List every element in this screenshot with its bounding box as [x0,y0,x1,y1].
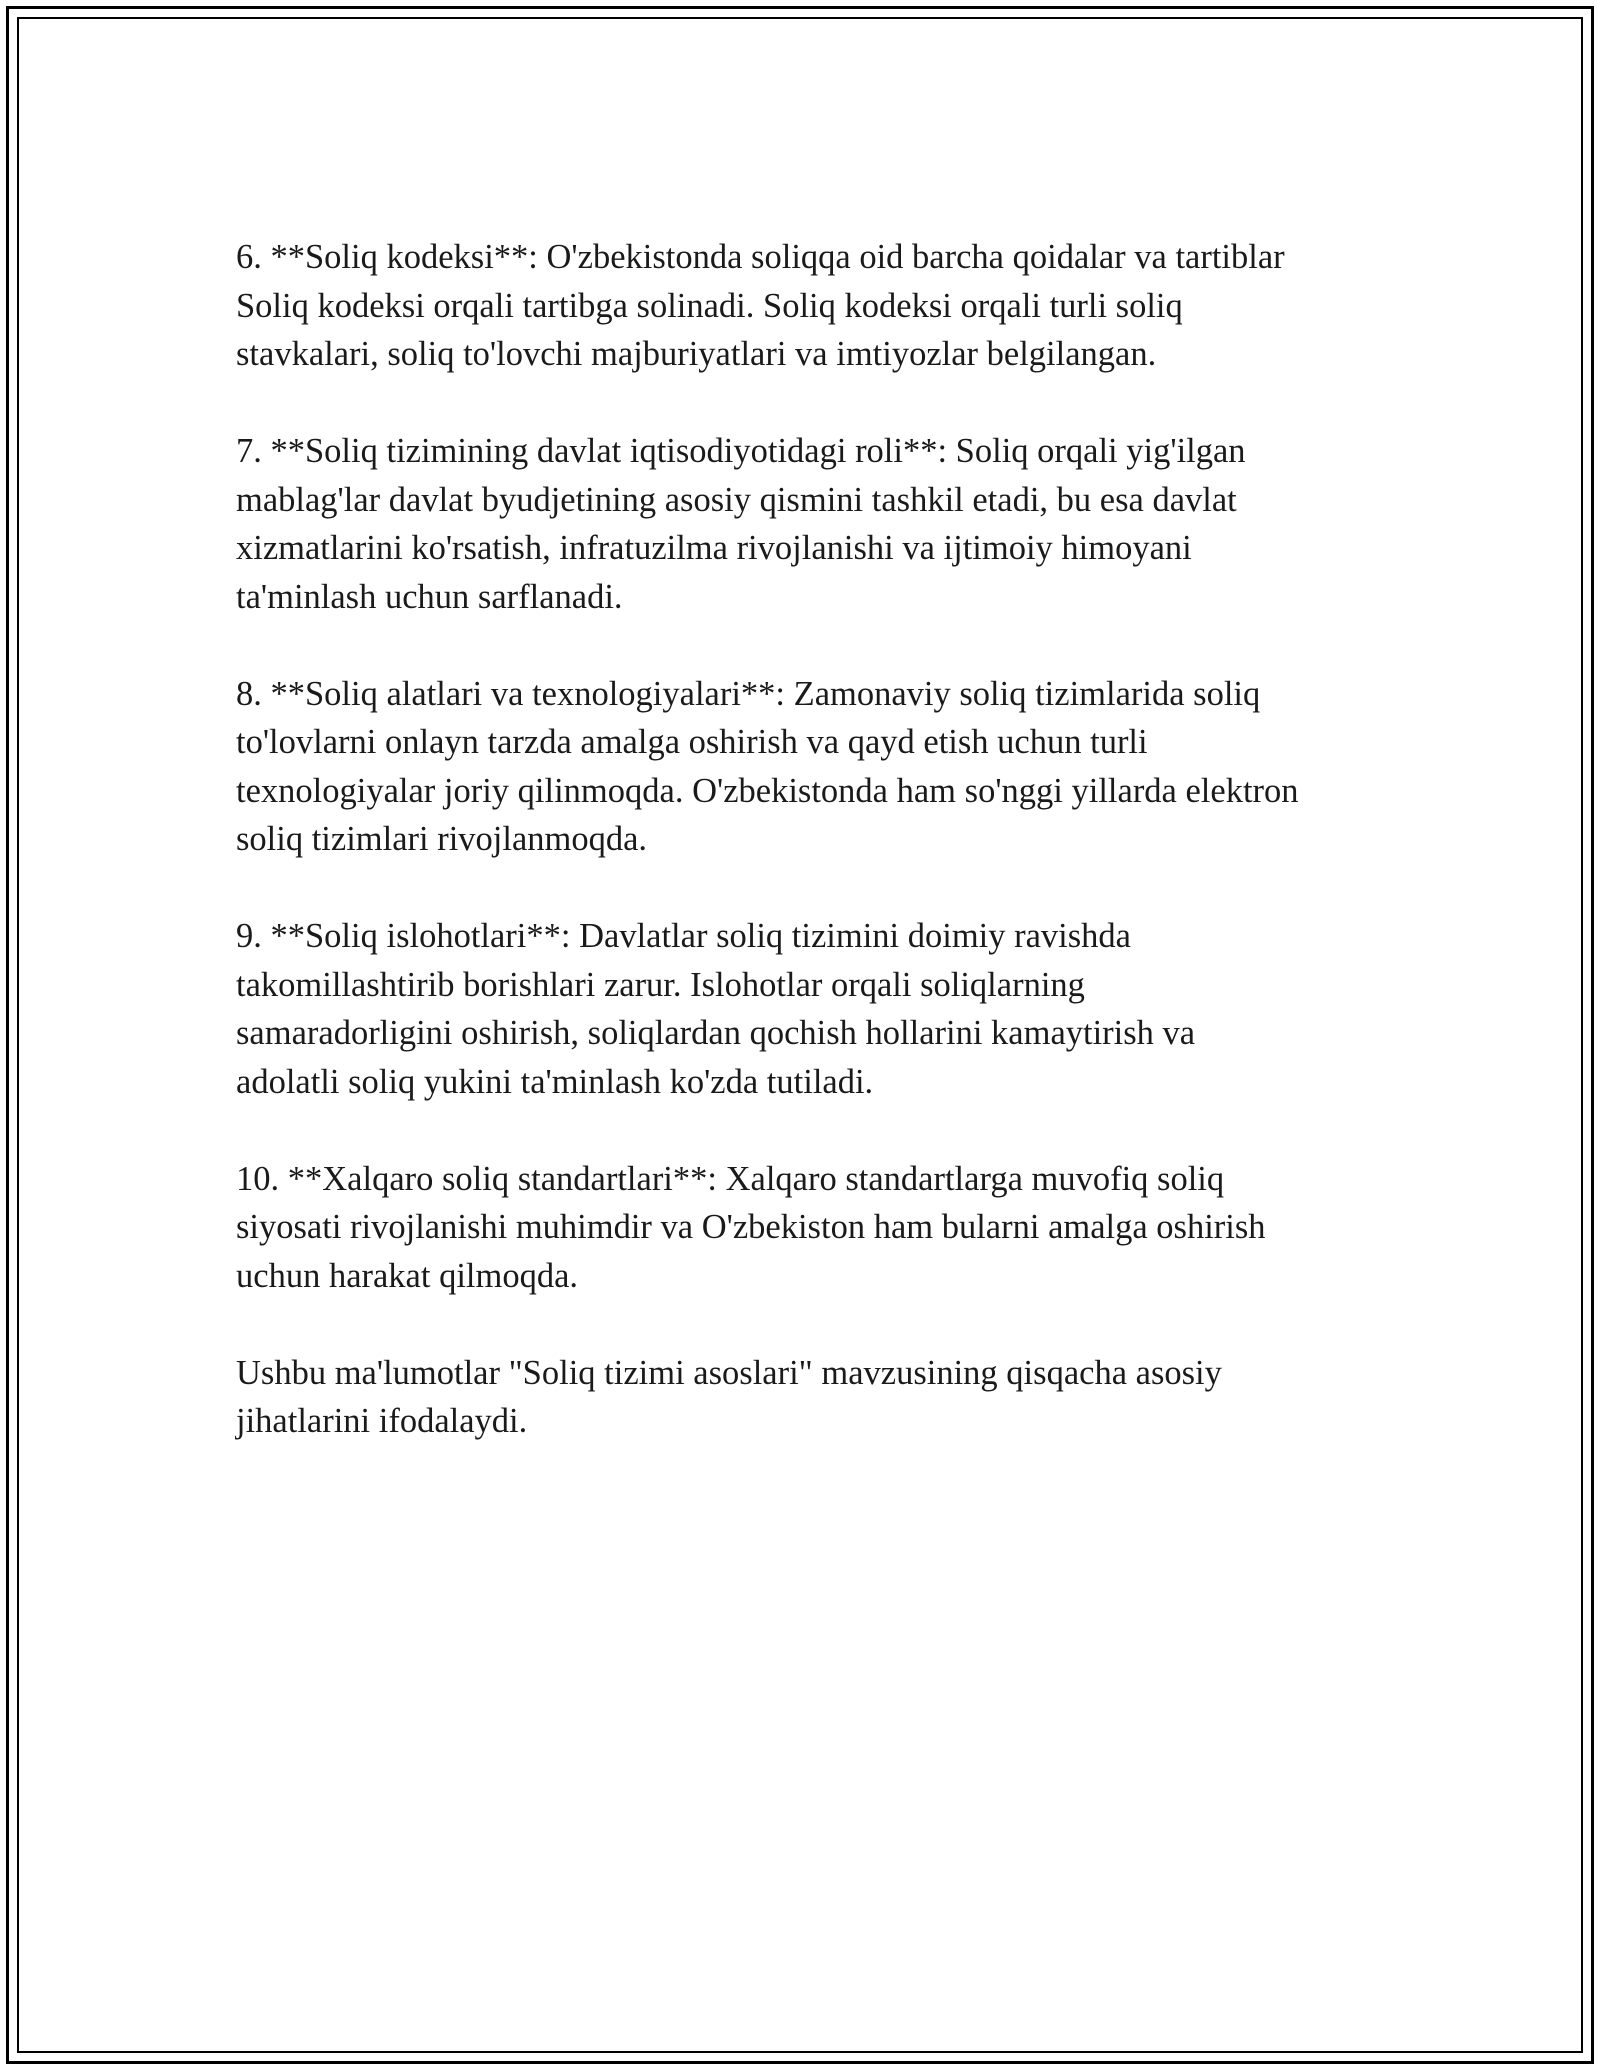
document-body [236,233,1386,1446]
paragraph-xalqaro-standartlar: 10. **Xalqaro soliq standartlari**: Xalqaro standartlarga muvofiq soliq siyosati rivojlanishi muhimdir va O'zbekiston ham bularni amalga oshirish uchun harakat qilmoqda. [236,1159,1266,1295]
paragraph-soliq-texnologiyalari: 8. **Soliq alatlari va texnologiyalari**: Zamonaviy soliq tizimlarida soliq to'lovlarni onlayn tarzda amalga oshirish va qayd etish uchun turli texnologiyalar joriy qilinmoqda. O'zbekistonda ham so'nggi yillarda elektron soliq tizimlari rivojlanmoqda. [236,674,1299,858]
paragraph-davlat-iqtisodiyoti-roli: 7. **Soliq tizimining davlat iqtisodiyotidagi roli**: Soliq orqali yig'ilgan mablag'lar davlat byudjetining asosiy qismini tashkil etadi, bu esa davlat xizmatlarini ko'rsatish, infratuzilma rivojlanishi va ijtimoiy himoyani ta'minlash uchun sarflanadi. [236,432,1246,616]
paragraph-soliq-islohotlari: 9. **Soliq islohotlari**: Davlatlar soliq tizimini doimiy ravishda takomillashtirib borishlari zarur. Islohotlar orqali soliqlarning samaradorligini oshirish, soliqlardan qochish hollarini kamaytirish va adolatli soliq yukini ta'minlash ko'zda tutiladi. [236,917,1196,1101]
paragraph-soliq-kodeksi: 6. **Soliq kodeksi**: O'zbekistonda soliqqa oid barcha qoidalar va tartiblar Soliq kodeksi orqali tartibga solinadi. Soliq kodeksi orqali turli soliq stavkalari, soliq to'lovchi majburiyatlari va imtiyozlar belgilangan. [236,238,1285,373]
paragraph-xulosa: Ushbu ma'lumotlar "Soliq tizimi asoslari" mavzusining qisqacha asosiy jihatlarini ifodalaydi. [236,1353,1222,1440]
